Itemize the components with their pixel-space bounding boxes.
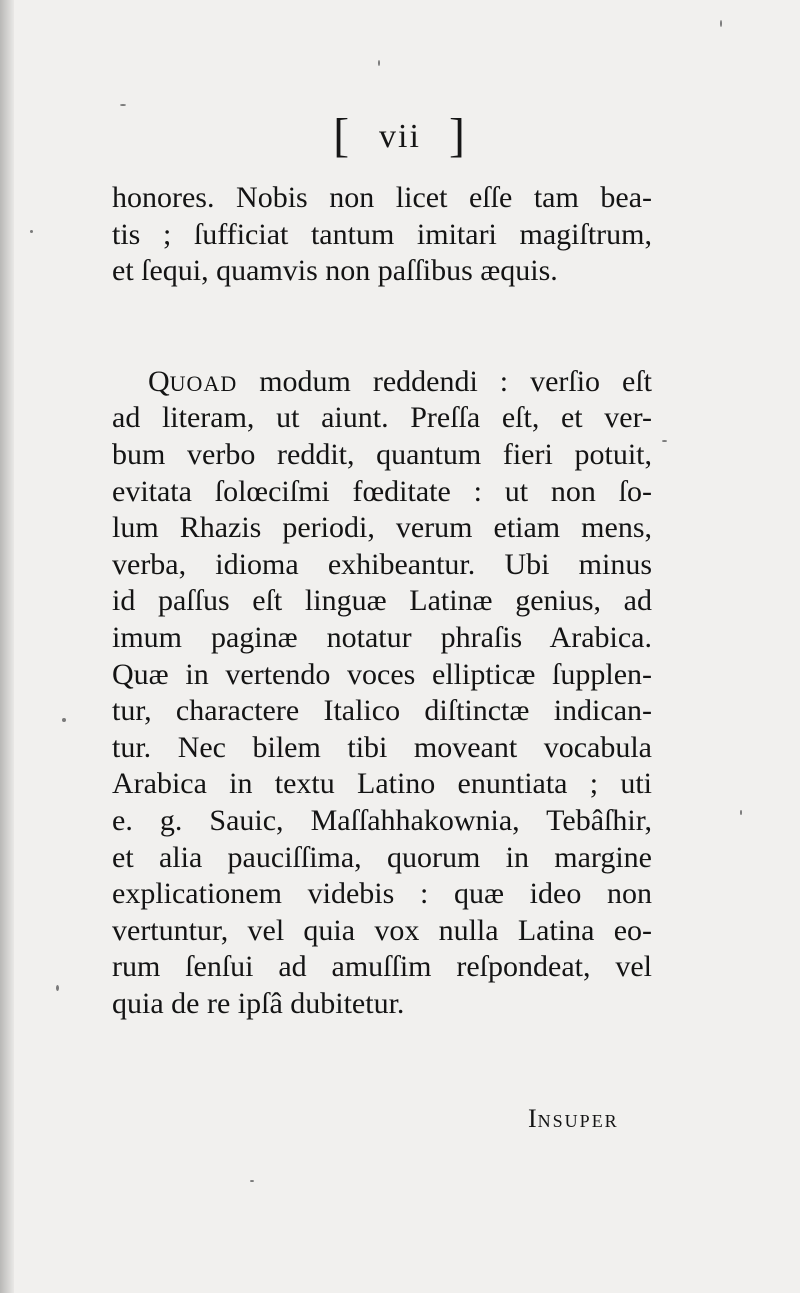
text-line: et alia pauciſſima, quorum in margine (112, 840, 652, 874)
text-line: verba, idioma exhibeantur. Ubi minus (112, 547, 652, 581)
catchword (528, 1104, 619, 1134)
text-line: tur, charactere Italico diſtinctæ indican- (112, 694, 652, 728)
paper-speck (720, 20, 722, 27)
text-line: evitata ſolœciſmi fœditate : ut non ſo- (112, 474, 652, 508)
catchword-small-caps: NSUPER (537, 1111, 619, 1131)
text-line: explicationem videbis : quæ ideo non (112, 877, 652, 911)
paragraph-gap (112, 290, 652, 364)
paper-speck (30, 230, 33, 233)
text-line: tur. Nec bilem tibi moveant vocabula (112, 730, 652, 764)
paper-speck (740, 810, 742, 815)
text-line: bum verbo reddit, quantum fieri potuit, (112, 437, 652, 471)
text-line: Arabica in textu Latino enuntiata ; uti (112, 767, 652, 801)
page-header (0, 108, 800, 163)
text-line: tis ; ſufficiat tantum imitari magiſtrum, (112, 217, 652, 251)
paper-speck (120, 104, 126, 106)
paragraph-2 (112, 364, 652, 1023)
open-bracket: [ (333, 109, 352, 162)
text-line: quia de re ipſâ dubitetur. (112, 986, 405, 1020)
text-line: ad literam, ut aiunt. Preſſa eſt, et ver- (112, 401, 652, 435)
text-line-first (112, 364, 652, 401)
page-number: vii (379, 118, 421, 155)
first-line-rest: modum reddendi : verſio eſt (259, 364, 652, 398)
text-line: vertuntur, vel quia vox nulla Latina eo- (112, 913, 652, 947)
page-edge-shadow (0, 0, 14, 1293)
text-line: et ſequi, quamvis non paſſibus æquis. (112, 254, 558, 288)
text-line: lum Rhazis periodi, verum etiam mens, (112, 511, 652, 545)
lead-capital: Q (148, 364, 170, 398)
text-line: id paſſus eſt linguæ Latinæ genius, ad (112, 584, 652, 618)
paper-speck (62, 718, 66, 722)
paragraph-1 (112, 180, 652, 290)
catchword-capital: I (528, 1104, 538, 1133)
paper-speck (662, 440, 667, 442)
text-line: Quæ in vertendo voces ellipticæ ſupplen- (112, 657, 652, 691)
paper-speck (56, 985, 59, 991)
text-line: imum paginæ notatur phraſis Arabica. (112, 620, 652, 654)
text-line: e. g. Sauic, Maſſahhakownia, Tebâſhir, (112, 803, 652, 837)
text-line: rum ſenſui ad amuſſim reſpondeat, vel (112, 950, 652, 984)
text-line: honores. Nobis non licet eſſe tam bea- (112, 181, 652, 214)
close-bracket: ] (448, 109, 467, 162)
body-text (112, 180, 652, 1022)
paper-speck (378, 60, 380, 66)
lead-small-caps: UOAD (169, 370, 238, 396)
paper-speck (250, 1180, 254, 1182)
